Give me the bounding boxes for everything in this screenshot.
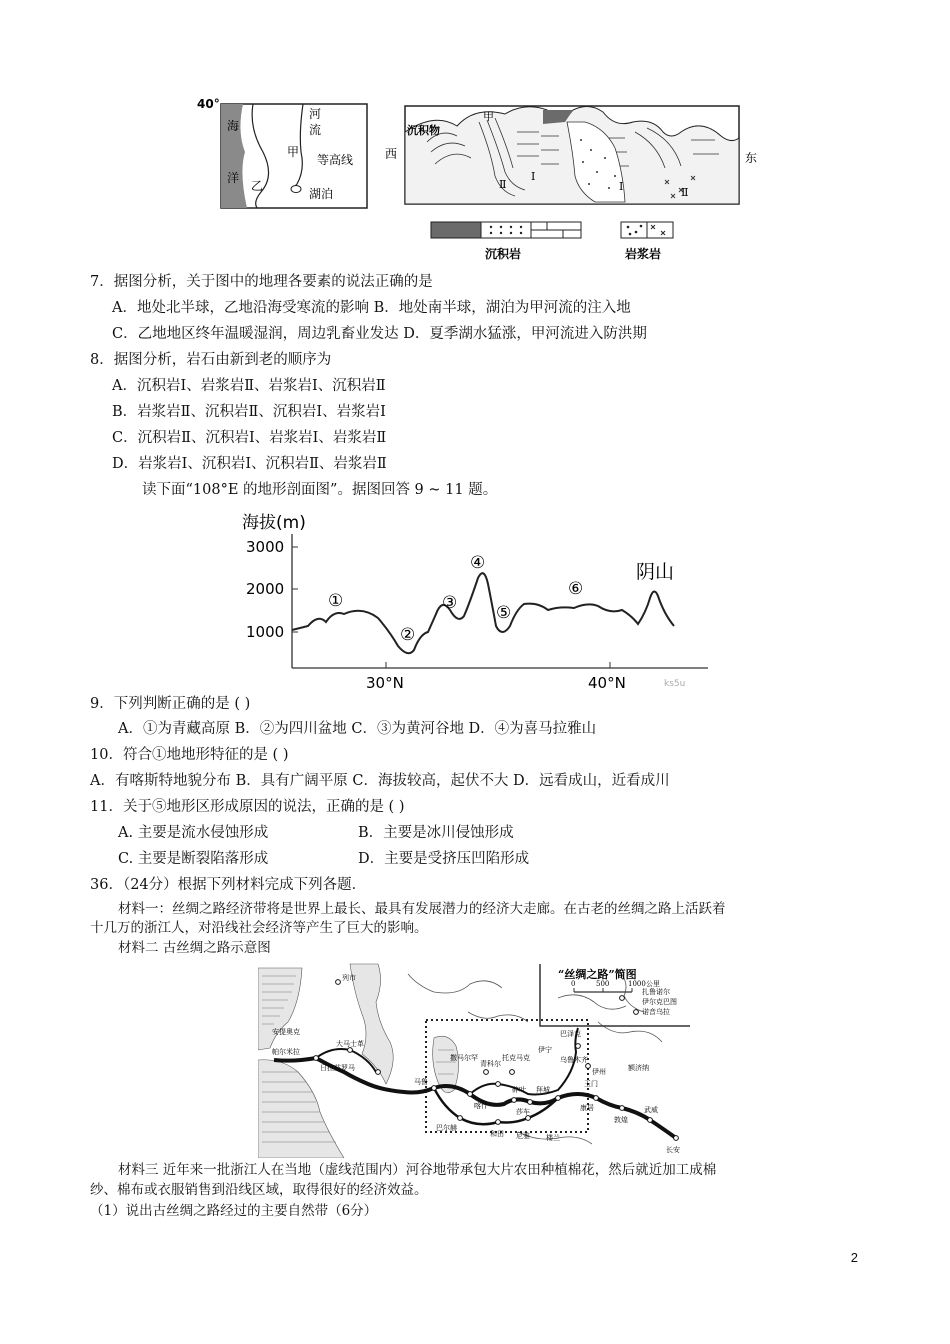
- lake-label: 湖泊: [309, 187, 334, 201]
- lat-label: 40°: [197, 97, 220, 111]
- city-jiaheyuan: 额济纳: [628, 1064, 649, 1072]
- q9-options: A．①为青藏高原 B．②为四川盆地 C．③为黄河谷地 D．④为喜马拉雅山: [118, 721, 597, 737]
- section-west-label: 西: [385, 147, 398, 161]
- coastal-map: [197, 97, 367, 208]
- contour-label: 等高线: [317, 153, 354, 167]
- q36-material1-line2: 十几万的浙江人，对沿线社会经济等产生了巨大的影响。: [90, 920, 428, 936]
- river-label-2: 流: [309, 123, 322, 137]
- section-roman-2a: Ⅱ: [499, 178, 507, 191]
- city-anliuqi: 安提奥克: [272, 1028, 300, 1036]
- q11-stem: 11．关于⑤地形区形成原因的说法，正确的是 ( ): [90, 799, 405, 815]
- point-yi-label: 乙: [251, 179, 264, 193]
- scale-1000: 1000公里: [628, 980, 660, 988]
- section-roman-2b: Ⅱ: [681, 186, 689, 199]
- q8-option-c: C．沉积岩Ⅱ、沉积岩Ⅰ、岩浆岩Ⅰ、岩浆岩Ⅱ: [112, 430, 387, 446]
- ytick-1000: 1000: [246, 623, 285, 641]
- sea-label-2: 洋: [227, 171, 240, 185]
- city-suiye: 碎叶: [512, 1086, 526, 1094]
- city-yumen: 玉门: [584, 1080, 598, 1088]
- q11-option-d: D．主要是受挤压凹陷形成: [358, 851, 530, 867]
- city-bazha: 巴泽克: [560, 1030, 581, 1038]
- q36-subquestion1: （1）说出古丝绸之路经过的主要自然带（6分）: [90, 1203, 378, 1219]
- legend-sedimentary: 沉积岩: [485, 247, 522, 261]
- sea-label-1: 海: [227, 119, 240, 133]
- city-yizhou: 伊州: [592, 1068, 606, 1076]
- city-shache: 莎车: [516, 1108, 530, 1116]
- city-zhazhu: 扎鲁诺尔: [642, 988, 670, 996]
- profile-ylabel: 海拔(m): [242, 513, 306, 533]
- q7-options-ab: A．地处北半球，乙地沿海受寒流的影响 B．地处南半球，湖泊为甲河流的注入地: [112, 300, 631, 316]
- ytick-3000: 3000: [246, 538, 285, 556]
- city-qinggeer: 青科尔: [480, 1060, 501, 1068]
- city-dunhuang: 敦煌: [614, 1116, 628, 1124]
- q8-option-a: A．沉积岩Ⅰ、岩浆岩Ⅱ、岩浆岩Ⅰ、沉积岩Ⅱ: [112, 378, 386, 394]
- silkmap-title: “丝绸之路”简图: [558, 968, 637, 981]
- legend-igneous: 岩浆岩: [625, 247, 662, 261]
- q8-option-d: D．岩浆岩Ⅰ、沉积岩Ⅰ、沉积岩Ⅱ、岩浆岩Ⅱ: [112, 456, 387, 472]
- profile-yinshan-label: 阴山: [636, 561, 675, 583]
- q11-option-c: C. 主要是断裂陷落形成: [118, 851, 269, 867]
- profile-mark-2: ②: [400, 625, 416, 645]
- q11-option-a: A. 主要是流水侵蚀形成: [118, 825, 269, 841]
- scale-500: 500: [596, 980, 610, 988]
- city-palmila: 帕尔米拉: [272, 1048, 300, 1056]
- city-niya: 尼雅: [516, 1132, 530, 1140]
- city-loulan: 楼兰: [546, 1134, 560, 1142]
- profile-corner-mark: ks5u: [664, 679, 686, 689]
- section-sediment-label: 沉积物: [407, 124, 440, 137]
- figure-map-section: [195, 92, 765, 264]
- section-east-label: 东: [745, 151, 758, 165]
- city-damasike: 大马士革: [336, 1040, 364, 1048]
- city-maludi: 马鲁: [414, 1078, 428, 1086]
- terrain-profile: [238, 506, 718, 694]
- city-nuoyin: 诺音乌拉: [642, 1008, 670, 1016]
- section-jia-label: 甲: [483, 110, 494, 123]
- page-number: 2: [850, 1250, 858, 1265]
- q36-material2: 材料二 古丝绸之路示意图: [118, 940, 271, 956]
- xtick-30n: 30°N: [366, 674, 404, 692]
- city-tuokeba: 托克马克: [502, 1054, 530, 1062]
- ytick-2000: 2000: [246, 580, 285, 598]
- city-yining: 伊宁: [538, 1046, 552, 1054]
- profile-mark-5: ⑤: [496, 603, 512, 623]
- city-kangjuer: 康居: [580, 1104, 594, 1112]
- q8-option-b: B．岩浆岩Ⅱ、沉积岩Ⅱ、沉积岩Ⅰ、岩浆岩Ⅰ: [112, 404, 386, 420]
- profile-mark-6: ⑥: [568, 579, 584, 599]
- city-badalibuluoma: 日拉兹罗马: [320, 1064, 355, 1072]
- q7-options-cd: C．乙地地区终年温暖湿润，周边乳畜业发达 D．夏季湖水猛涨，甲河流进入防洪期: [112, 326, 647, 342]
- city-wuwei: 武威: [644, 1106, 658, 1114]
- section-roman-1a: Ⅰ: [531, 170, 536, 183]
- city-hanmajixi: 撒马尔罕: [450, 1054, 478, 1062]
- q9-stem: 9．下列判断正确的是 ( ): [90, 696, 251, 712]
- city-kashi: 喀什: [474, 1102, 488, 1110]
- q8-stem: 8．据图分析，岩石由新到老的顺序为: [90, 352, 332, 368]
- profile-mark-3: ③: [442, 593, 458, 613]
- q36-material1-line1: 材料一：丝绸之路经济带将是世界上最长、最具有发展潜力的经济大走廊。在古老的丝绸之路上活跃着: [118, 901, 726, 917]
- point-jia-label: 甲: [287, 145, 300, 159]
- river-label-1: 河: [309, 107, 322, 121]
- intro-9-11: 读下面“108°E 的地形剖面图”。据图回答 9 ~ 11 题。: [142, 482, 498, 498]
- q36-stem: 36．（24分）根据下列材料完成下列各题．: [90, 877, 367, 893]
- section-roman-1b: Ⅰ: [619, 180, 624, 193]
- city-wulumuqi: 乌鲁木齐: [560, 1056, 588, 1064]
- profile-mark-4: ④: [470, 553, 486, 573]
- city-aksu: 拜城: [536, 1086, 550, 1094]
- city-hetian: 和田: [490, 1130, 504, 1138]
- rock-legend: [431, 222, 673, 261]
- q36-material3-line2: 纱、棉布或衣服销售到沿线区域，取得很好的经济效益。: [90, 1182, 428, 1198]
- city-baerkh: 巴尔赫: [436, 1124, 457, 1132]
- q11-option-b: B．主要是冰川侵蚀形成: [358, 825, 514, 841]
- silk-road-map: [258, 962, 692, 1158]
- q10-stem: 10．符合①地地形特征的是 ( ): [90, 747, 289, 763]
- scale-0: 0: [571, 980, 576, 988]
- q10-options: A．有喀斯特地貌分布 B．具有广阔平原 C．海拔较高，起伏不大 D．远看成山，近看成川: [90, 773, 670, 789]
- geologic-section: [385, 106, 757, 204]
- city-yierke: 伊尔克巴图: [642, 998, 677, 1006]
- q7-stem: 7．据图分析，关于图中的地理各要素的说法正确的是: [90, 274, 433, 290]
- city-changan: 长安: [666, 1146, 680, 1154]
- q36-material3-line1: 材料三 近年来一批浙江人在当地（虚线范围内）河谷地带承包大片农田种植棉花，然后就近加工成棉: [118, 1162, 717, 1178]
- xtick-40n: 40°N: [588, 674, 626, 692]
- profile-mark-1: ①: [328, 591, 344, 611]
- city-liesi: 列市: [342, 974, 356, 982]
